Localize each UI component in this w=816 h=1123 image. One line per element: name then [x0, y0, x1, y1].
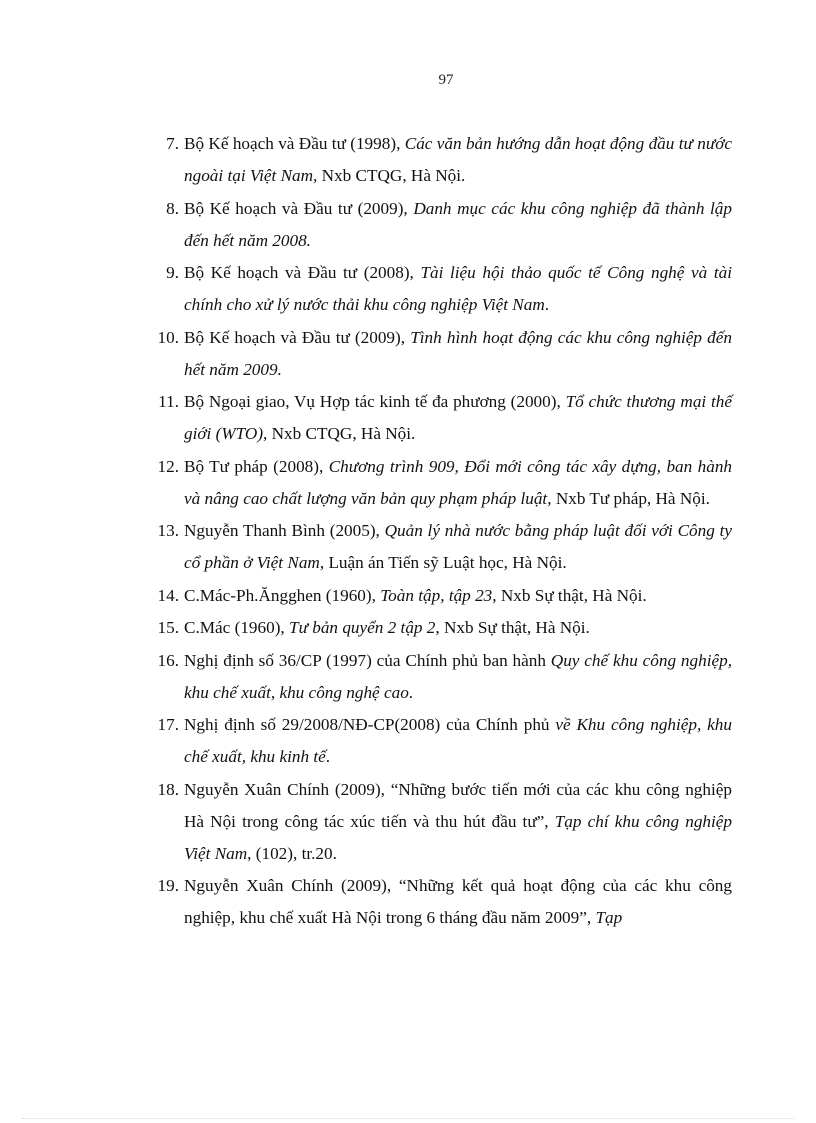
reference-publisher: .: [325, 747, 331, 766]
reference-item: [132, 322, 732, 386]
reference-item: [132, 612, 732, 644]
reference-title: Tư bản quyển 2 tập 2: [289, 618, 436, 637]
reference-title: Các văn bản hướng dẫn hoạt động đầu tư nước ngoài tại Việt Nam,: [184, 134, 732, 185]
reference-author-year: C.Mác-Ph.Ăngghen (1960),: [184, 585, 381, 605]
reference-author-year: Bộ Kế hoạch và Đầu tư (2009),: [184, 198, 414, 218]
reference-title: Tạp chí khu công nghiệp Việt Nam: [184, 811, 732, 863]
reference-author-year: C.Mác (1960),: [184, 618, 290, 637]
reference-number: 19.: [157, 876, 179, 895]
reference-publisher: , Nxb CTQG, Hà Nội.: [263, 424, 416, 443]
reference-item: [132, 193, 732, 257]
reference-item: [132, 128, 732, 192]
reference-item: [132, 386, 732, 450]
reference-title: Tình hình hoạt động các khu công nghiệp đến hết năm 2009.: [184, 327, 732, 379]
reference-list: [132, 128, 732, 935]
reference-title: về Khu công nghiệp, khu chế xuất, khu kinh tế: [184, 715, 732, 766]
reference-number: 10.: [157, 327, 179, 347]
reference-publisher: , (102), tr.20.: [247, 843, 337, 863]
reference-publisher: .: [544, 295, 550, 314]
reference-number: 9.: [166, 263, 179, 282]
reference-author-year: Nguyễn Xuân Chính (2009), “Những bước tiến mới của các khu công nghiệp Hà Nội trong công tác xúc tiến và thu hút đầu tư”,: [184, 779, 732, 831]
reference-title: Quản lý nhà nước bằng pháp luật đối với Công ty cổ phần ở Việt Nam: [184, 521, 732, 572]
reference-publisher: .: [408, 682, 414, 702]
reference-item: [132, 451, 732, 515]
reference-author-year: Bộ Kế hoạch và Đầu tư (2008),: [184, 263, 421, 282]
reference-number: 12.: [157, 456, 179, 476]
reference-title: Danh mục các khu công nghiệp đã thành lập đến hết năm 2008.: [184, 198, 732, 250]
reference-author-year: Nguyễn Xuân Chính (2009), “Những kết quả hoạt động của các khu công nghiệp, khu chế xuất Hà Nội trong 6 tháng đầu năm 2009”,: [184, 876, 732, 927]
reference-title: Chương trình 909, Đổi mới công tác xây dựng, ban hành và nâng cao chất lượng văn bản quy phạm pháp luật: [184, 456, 733, 508]
reference-title: Tổ chức thương mại thế giới (WTO): [184, 392, 732, 443]
reference-publisher: , Nxb Tư pháp, Hà Nội.: [547, 488, 710, 508]
reference-number: 17.: [157, 715, 179, 734]
reference-publisher: , Luận án Tiến sỹ Luật học, Hà Nội.: [319, 553, 567, 572]
reference-title: Tài liệu hội thảo quốc tế Công nghệ và tài chính cho xử lý nước thải khu công nghiệp Việt Nam: [184, 263, 732, 314]
reference-title: Toàn tập, tập 23: [380, 585, 493, 605]
reference-author-year: Bộ Ngoại giao, Vụ Hợp tác kinh tế đa phương (2000),: [184, 392, 566, 411]
reference-author-year: Nghị định số 29/2008/NĐ-CP(2008) của Chính phủ: [184, 715, 556, 734]
reference-author-year: Nghị định số 36/CP (1997) của Chính phủ ban hành: [184, 650, 551, 670]
reference-item: [132, 515, 732, 579]
reference-item: [132, 774, 732, 870]
reference-publisher: Nxb CTQG, Hà Nội.: [317, 166, 466, 185]
reference-author-year: Bộ Tư pháp (2008),: [184, 456, 329, 476]
reference-item: [132, 257, 732, 321]
reference-number: 18.: [157, 779, 179, 799]
reference-publisher: , Nxb Sự thật, Hà Nội.: [492, 585, 647, 605]
reference-number: 14.: [157, 585, 179, 605]
reference-author-year: Bộ Kế hoạch và Đầu tư (1998),: [184, 134, 405, 153]
reference-number: 11.: [158, 392, 179, 411]
reference-item: [132, 709, 732, 773]
reference-item: [132, 645, 732, 709]
reference-number: 7.: [166, 134, 179, 153]
page-number: 97: [438, 72, 454, 88]
reference-author-year: Nguyễn Thanh Bình (2005),: [184, 521, 385, 540]
page-bottom-rule: [22, 1118, 794, 1119]
reference-number: 15.: [157, 618, 179, 637]
reference-publisher: , Nxb Sự thật, Hà Nội.: [435, 618, 590, 637]
reference-title: Quy chế khu công nghiệp, khu chế xuất, khu công nghệ cao: [184, 650, 732, 702]
reference-number: 13.: [157, 521, 179, 540]
reference-author-year: Bộ Kế hoạch và Đầu tư (2009),: [184, 327, 411, 347]
reference-item: [132, 580, 732, 612]
reference-number: 16.: [157, 650, 179, 670]
reference-title: Tạp: [595, 908, 623, 927]
reference-number: 8.: [166, 198, 179, 218]
reference-item: [132, 870, 732, 934]
